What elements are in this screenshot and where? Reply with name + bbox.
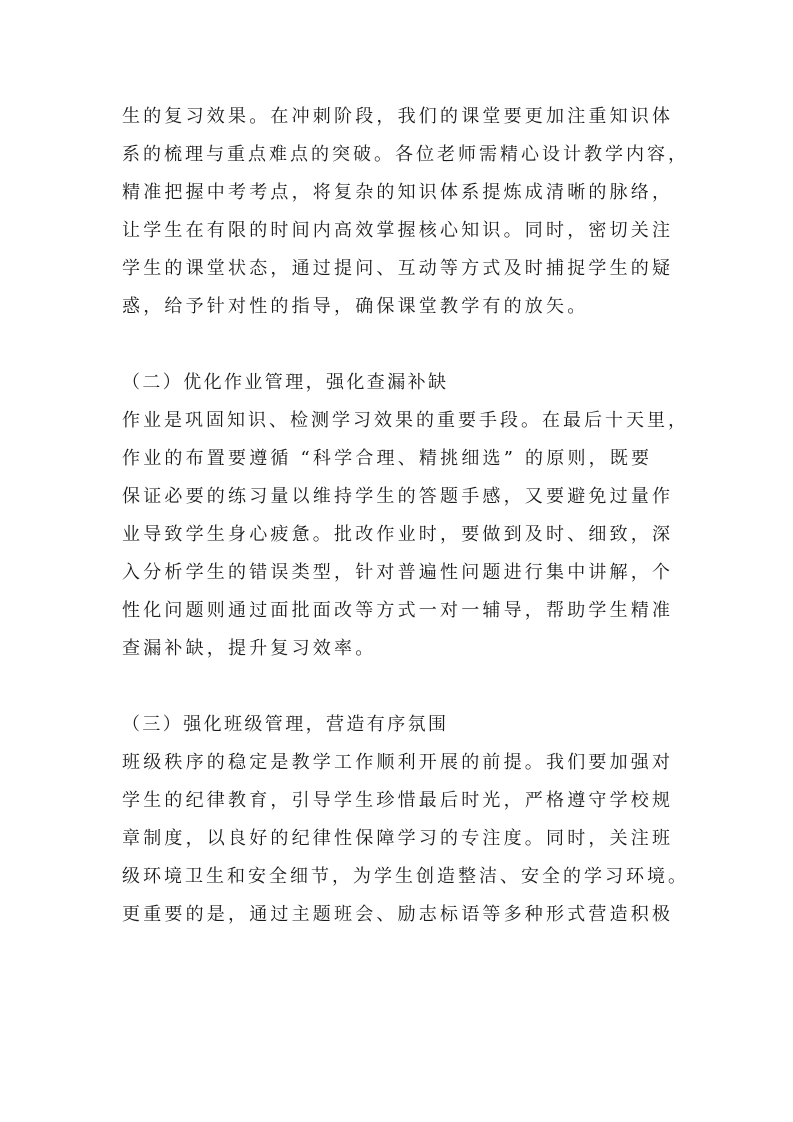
section-heading-2: （二）优化作业管理，强化查漏补缺 bbox=[122, 372, 449, 393]
paragraph-1-line-1: 生的复习效果。在冲刺阶段，我们的课堂要更加注重知识体 bbox=[122, 106, 674, 127]
paragraph-3-line-4: 级环境卫生和安全细节，为学生创造整洁、安全的学习环境。 bbox=[122, 866, 689, 887]
paragraph-2-line-3: 保证必要的练习量以维持学生的答题手感，又要避免过量作 bbox=[122, 486, 674, 507]
paragraph-3-line-2: 学生的纪律教育，引导学生珍惜最后时光，严格遵守学校规 bbox=[122, 790, 674, 811]
paragraph-1-line-5: 学生的课堂状态，通过提问、互动等方式及时捕捉学生的疑 bbox=[122, 258, 674, 279]
paragraph-3-line-1: 班级秩序的稳定是教学工作顺利开展的前提。我们要加强对 bbox=[122, 752, 674, 773]
paragraph-2-line-1: 作业是巩固知识、检测学习效果的重要手段。在最后十天里， bbox=[122, 410, 689, 431]
paragraph-2-line-2: 作业的布置要遵循 “科学合理、精挑细选” 的原则，既要 bbox=[122, 448, 653, 469]
paragraph-1-line-4: 让学生在有限的时间内高效掌握核心知识。同时，密切关注 bbox=[122, 220, 674, 241]
paragraph-1-line-6: 惑，给予针对性的指导，确保课堂教学有的放矢。 bbox=[122, 296, 589, 317]
paragraph-1-line-3: 精准把握中考考点，将复杂的知识体系提炼成清晰的脉络， bbox=[122, 182, 674, 203]
paragraph-2-line-4: 业导致学生身心疲惫。批改作业时，要做到及时、细致，深 bbox=[122, 524, 674, 545]
paragraph-2-line-6: 性化问题则通过面批面改等方式一对一辅导，帮助学生精准 bbox=[122, 600, 674, 621]
paragraph-3-line-5: 更重要的是，通过主题班会、励志标语等多种形式营造积极 bbox=[122, 904, 674, 925]
paragraph-3-line-3: 章制度，以良好的纪律性保障学习的专注度。同时，关注班 bbox=[122, 828, 674, 849]
section-heading-3: （三）强化班级管理，营造有序氛围 bbox=[122, 714, 449, 735]
paragraph-2-line-7: 查漏补缺，提升复习效率。 bbox=[122, 638, 377, 659]
paragraph-2-line-5: 入分析学生的错误类型，针对普遍性问题进行集中讲解，个 bbox=[122, 562, 674, 583]
paragraph-1-line-2: 系的梳理与重点难点的突破。各位老师需精心设计教学内容， bbox=[122, 144, 689, 165]
